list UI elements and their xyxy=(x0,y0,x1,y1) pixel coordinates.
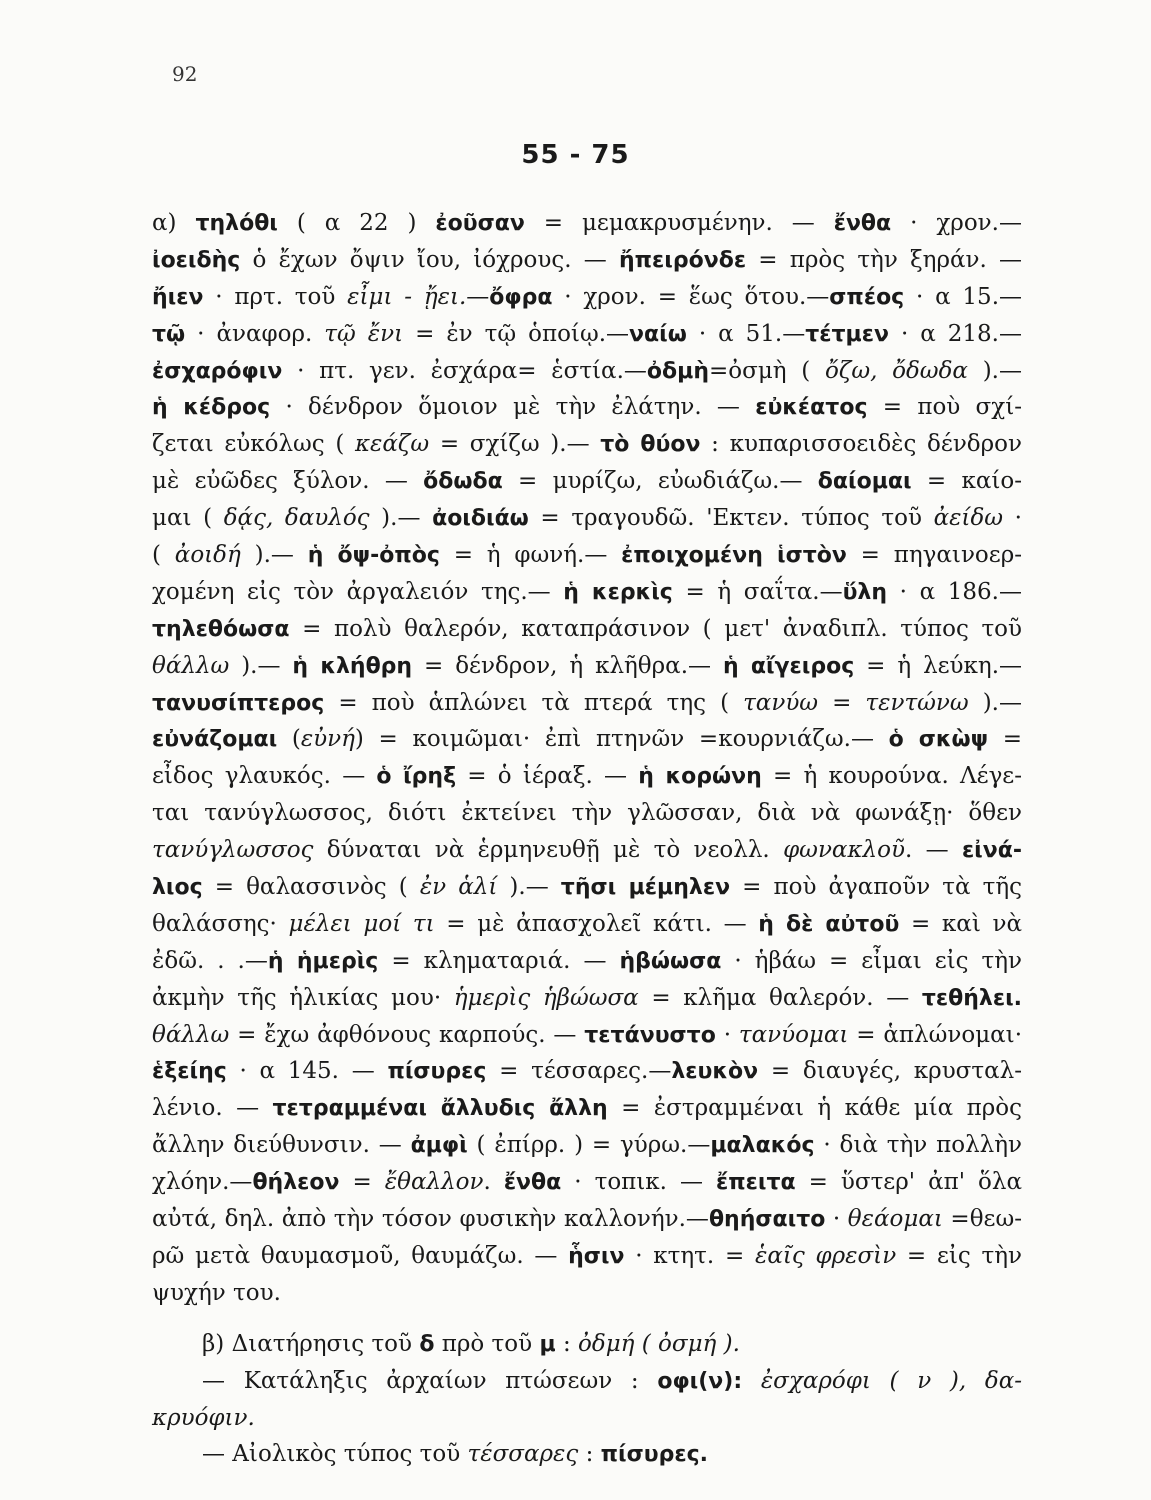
text-run: : xyxy=(555,1330,579,1357)
text-run: : κυπαρισσοειδὲς δένδρον xyxy=(700,431,1023,458)
text-run: = ἡ σαΐτα.— xyxy=(672,578,843,605)
text-line xyxy=(152,1201,1022,1238)
text-run: φωνακλοῦ xyxy=(783,837,905,864)
text-line xyxy=(152,1127,1022,1164)
text-run: · α 186.— xyxy=(887,578,1022,605)
body-text xyxy=(152,205,1022,1473)
headword: ἤπειρόνδε xyxy=(618,247,747,273)
headword: ἀοιδιάω xyxy=(432,506,529,532)
text-line xyxy=(152,1238,1022,1275)
headword: εἰνά- xyxy=(961,838,1022,864)
text-line xyxy=(152,205,1022,242)
text-run: = ἁπλώνομαι· xyxy=(848,1021,1022,1048)
text-run: λένιο. — xyxy=(152,1095,273,1122)
headword: ὄφρα xyxy=(489,284,553,310)
text-run: ὁ ἔχων ὄψιν ἴου, ἰόχρους. — xyxy=(240,246,619,273)
headword: ἔνθα xyxy=(503,1170,562,1196)
text-run: ἔθαλλον xyxy=(384,1169,484,1196)
text-run: θεάομαι xyxy=(847,1206,943,1233)
text-line xyxy=(152,648,1022,685)
headword: λευκὸν xyxy=(671,1059,759,1085)
text-run: τῷ ἔνι xyxy=(324,320,404,347)
text-line xyxy=(152,500,1022,537)
text-run: = xyxy=(818,689,866,716)
text-line xyxy=(152,279,1022,316)
headword: τετάνυστο xyxy=(584,1022,716,1048)
headword: ναίω xyxy=(629,321,687,347)
text-line xyxy=(152,943,1022,980)
text-run: = ὕστερ' ἀπ' ὅλα xyxy=(795,1169,1023,1196)
text-run: πρὸ τοῦ xyxy=(434,1330,540,1357)
text-line xyxy=(152,980,1022,1017)
text-line xyxy=(152,1400,1022,1437)
text-run: ἑαῖς φρεσὶν xyxy=(754,1242,897,1269)
text-run: = σχίζω ).— xyxy=(429,431,601,458)
text-run: δᾴς, δαυλός xyxy=(223,505,370,532)
text-run: ζεται εὐκόλως ( xyxy=(152,431,355,458)
headword: ἐσχαρόφιν xyxy=(152,358,283,384)
text-line xyxy=(152,537,1022,574)
text-run: · α 51.— xyxy=(686,320,806,347)
text-run: εἶμι - ᾔει. xyxy=(347,283,467,310)
headword: ἀμφὶ xyxy=(410,1133,468,1159)
headword: ὁ σκὼψ xyxy=(888,727,989,753)
text-run: = θαλασσινὸς ( xyxy=(202,874,420,901)
text-run: — Αἰολικὸς τύπος τοῦ xyxy=(202,1441,468,1468)
text-run: — Κατάληξις ἀρχαίων πτώσεων : xyxy=(202,1367,658,1394)
text-run: = ὁ ἱέραξ. — xyxy=(456,763,639,790)
section-heading: 55 - 75 xyxy=(521,140,630,170)
text-run: = καίο- xyxy=(911,468,1023,495)
text-run: · δένδρον ὅμοιον μὲ τὴν ἐλάτην. — xyxy=(270,394,756,421)
text-run: α) xyxy=(152,210,196,236)
text-line xyxy=(152,1017,1022,1054)
headword: θήλεον xyxy=(252,1170,340,1196)
text-line xyxy=(152,1164,1022,1201)
text-line xyxy=(152,1326,1022,1363)
headword: πίσυρες xyxy=(387,1059,487,1085)
headword: τὸ θύον xyxy=(600,432,701,458)
text-run: · πρτ. τοῦ xyxy=(203,283,348,310)
text-line xyxy=(152,1436,1022,1473)
text-run: · α 145. — xyxy=(226,1058,388,1085)
text-run: · χρον. = ἕως ὅτου.— xyxy=(552,283,830,310)
text-run: εὐνή xyxy=(300,726,355,753)
text-run: · α 15.— xyxy=(904,283,1022,310)
headword: ἰοειδὴς xyxy=(152,247,241,273)
text-run: = ἐστραμμέναι ἡ κάθε μία πρὸς xyxy=(607,1095,1022,1122)
headword: τηλόθι xyxy=(195,211,278,236)
headword: μαλακός xyxy=(710,1133,815,1159)
text-run: ( ἐπίρρ. ) = γύρω.— xyxy=(467,1132,711,1159)
headword: ἡ δὲ αὐτοῦ xyxy=(758,911,900,937)
text-run: τανύγλωσσος xyxy=(152,837,314,864)
text-run: τανύομαι xyxy=(738,1021,849,1048)
text-run: ἀκμὴν τῆς ἡλικίας μου· xyxy=(152,984,454,1011)
text-run: =ὀσμὴ ( xyxy=(709,357,825,384)
text-line xyxy=(152,1053,1022,1090)
text-run: = ἡ κουρούνα. Λέγε- xyxy=(761,763,1022,790)
text-run: · ἀναφορ. xyxy=(185,320,325,347)
headword: δ xyxy=(419,1331,435,1357)
headword: δαίομαι xyxy=(817,469,912,495)
headword: ὕλη xyxy=(842,579,888,605)
text-run: . xyxy=(483,1169,504,1196)
text-run: = κληματαριά. — xyxy=(378,947,620,974)
text-line xyxy=(152,685,1022,722)
text-line xyxy=(152,1363,1022,1400)
text-run: =θεω- xyxy=(942,1206,1022,1233)
text-run: κεάζω xyxy=(354,431,430,458)
headword: ἡ κέδρος xyxy=(152,395,271,421)
text-run: μέλει μοί τι xyxy=(288,910,435,937)
text-run: = ἡ φωνή.— xyxy=(439,542,622,569)
text-run: ).— xyxy=(968,689,1022,716)
text-run: = εἰς τὴν xyxy=(896,1242,1022,1269)
text-line xyxy=(152,832,1022,869)
text-run: ψυχήν του. xyxy=(152,1279,281,1306)
headword: τηλεθόωσα xyxy=(152,616,290,642)
headword: ἡ κορώνη xyxy=(638,764,762,790)
headword: τανυσίπτερος xyxy=(152,690,325,716)
text-line xyxy=(152,869,1022,906)
text-line xyxy=(152,795,1022,832)
headword: τεθήλει. xyxy=(921,985,1023,1011)
text-run: τανύω xyxy=(743,689,819,716)
text-run: ).— xyxy=(369,505,433,532)
text-run: ).— xyxy=(497,874,561,901)
text-run: τέσσαρες xyxy=(467,1441,579,1468)
text-run: = κλῆμα θαλερόν. — xyxy=(638,984,922,1011)
text-run: κρυόφιν. xyxy=(152,1404,255,1431)
headword: ἡβώωσα xyxy=(619,948,722,974)
headword: ἤιεν xyxy=(152,284,204,310)
text-run: · πτ. γεν. ἐσχάρα= ἑστία.— xyxy=(282,357,647,384)
text-run: ).— xyxy=(229,652,293,679)
text-line xyxy=(152,611,1022,648)
headword: ἔπειτα xyxy=(716,1170,796,1196)
headword: οφι(ν): xyxy=(657,1368,743,1394)
text-run: = μεμακρυσμένην. — xyxy=(524,210,834,236)
text-run: ( α 22 ) xyxy=(277,210,436,236)
headword: τῷ xyxy=(152,321,186,347)
text-run: θάλλω xyxy=(152,1021,230,1048)
text-line xyxy=(152,906,1022,943)
text-run: μὲ εὐῶδες ξύλον. — xyxy=(152,468,424,495)
text-line xyxy=(152,316,1022,353)
text-run: = ἡ λεύκη.— xyxy=(854,652,1023,679)
text-line xyxy=(152,721,1022,758)
text-line xyxy=(152,758,1022,795)
headword: ἑξείης xyxy=(152,1059,227,1085)
text-line xyxy=(152,574,1022,611)
text-run: · xyxy=(1003,505,1022,532)
text-run: ) = κοιμῶμαι· ἐπὶ πτηνῶν =κουρνιάζω.— xyxy=(354,726,889,753)
headword: ἡ κλήθρη xyxy=(292,653,413,679)
text-run: · χρον.— xyxy=(891,210,1022,236)
text-run: ἐδῶ. . .— xyxy=(152,947,268,974)
text-run: θαλάσσης· xyxy=(152,910,289,937)
text-run: χλόην.— xyxy=(152,1169,253,1196)
text-run: αὐτά, δηλ. ἀπὸ τὴν τόσον φυσικὴν καλλονήν.— xyxy=(152,1206,709,1233)
text-line xyxy=(152,1275,1022,1312)
text-run: = ποὺ ἀγαποῦν τὰ τῆς xyxy=(730,874,1023,901)
text-run: ( xyxy=(152,542,175,569)
headword: ἐποιχομένη ἱστὸν xyxy=(621,543,847,569)
text-run: τεντώνω xyxy=(865,689,969,716)
page-number: 92 xyxy=(172,62,198,86)
text-line xyxy=(152,1090,1022,1127)
headword: τῆσι μέμηλεν xyxy=(560,875,731,901)
text-run: · ἡβάω = εἶμαι εἰς τὴν xyxy=(721,947,1023,974)
text-run: ὀδμή ( ὀσμή ). xyxy=(578,1330,740,1357)
headword: ἡ ἡμερὶς xyxy=(267,948,379,974)
text-run: — xyxy=(466,283,490,310)
headword: εὐκέατος xyxy=(755,395,868,421)
text-line xyxy=(152,242,1022,279)
text-run: = δένδρον, ἡ κλῆθρα.— xyxy=(412,652,723,679)
text-run: · α 218.— xyxy=(888,320,1022,347)
headword: πίσυρες. xyxy=(600,1442,709,1468)
text-run: = xyxy=(339,1169,385,1196)
text-run: : xyxy=(578,1441,601,1468)
text-line xyxy=(152,426,1022,463)
text-run: = τέσσαρες.— xyxy=(486,1058,672,1085)
text-run xyxy=(742,1368,761,1394)
text-line xyxy=(152,463,1022,500)
headword: τετραμμέναι ἄλλυδις ἄλλη xyxy=(272,1096,608,1122)
text-run: ἐσχαρόφι ( ν ), δα- xyxy=(760,1367,1023,1394)
headword: ἡ ὄψ-ὀπὸς xyxy=(307,543,440,569)
headword: ὁ ἴρηξ xyxy=(376,764,457,790)
text-run: ἀοιδή xyxy=(174,542,241,569)
text-run: θάλλω xyxy=(152,652,230,679)
text-run: = πρὸς τὴν ξηράν. — xyxy=(746,246,1022,273)
text-run: · τοπικ. — xyxy=(561,1169,716,1196)
text-run: ρῶ μετὰ θαυμασμοῦ, θαυμάζω. — xyxy=(152,1242,569,1269)
headword: ἔνθα xyxy=(833,211,892,236)
text-run: = πολὺ θαλερόν, καταπράσινον ( μετ' ἀναδιπλ. τύπος τοῦ xyxy=(289,615,1022,642)
text-run: = μὲ ἀπασχολεῖ κάτι. — xyxy=(434,910,759,937)
headword: ἡ αἴγειρος xyxy=(722,653,855,679)
text-line xyxy=(152,389,1022,426)
headword: ἧσιν xyxy=(568,1243,625,1269)
text-run: = μυρίζω, εὐωδιάζω.— xyxy=(502,468,818,495)
headword: ἡ κερκὶς xyxy=(563,579,673,605)
text-run: β) Διατήρησις τοῦ xyxy=(202,1330,420,1357)
text-run: ἀείδω xyxy=(933,505,1004,532)
headword: ἐοῦσαν xyxy=(435,211,525,236)
headword: λιος xyxy=(152,875,203,901)
text-run: = xyxy=(988,726,1022,753)
text-run: ἄλλην διεύθυνσιν. — xyxy=(152,1132,411,1159)
headword: μ xyxy=(539,1331,556,1357)
text-run: ται τανύγλωσσος, διότι ἐκτείνει τὴν γλῶσσαν, διὰ νὰ φωνάξῃ· ὅθεν xyxy=(152,800,1022,827)
headword: εὐνάζομαι xyxy=(152,727,278,753)
text-run: = ποὺ σχί- xyxy=(867,394,1022,421)
text-run: · xyxy=(825,1206,848,1233)
text-run: = πηγαινοερ- xyxy=(846,542,1022,569)
text-run: ( xyxy=(277,726,301,753)
text-run: = τραγουδῶ. 'Εκτεν. τύπος τοῦ xyxy=(528,505,934,532)
text-run: = ἐν τῷ ὁποίῳ.— xyxy=(403,320,630,347)
text-run: ἡμερὶς ἡβώωσα xyxy=(453,984,639,1011)
headword: ὀδμὴ xyxy=(646,358,709,384)
text-run: = καὶ νὰ xyxy=(899,910,1023,937)
text-run: μαι ( xyxy=(152,505,224,532)
text-run: = ποὺ ἁπλώνει τὰ πτερά της ( xyxy=(324,689,744,716)
text-run: = ἔχω ἀφθόνους καρπούς. — xyxy=(229,1021,585,1048)
text-run: · xyxy=(715,1021,739,1048)
text-run: δύναται νὰ ἑρμηνευθῇ μὲ τὸ νεολλ. xyxy=(313,837,784,864)
text-run: ).— xyxy=(967,357,1022,384)
text-run: εἶδος γλαυκός. — xyxy=(152,763,377,790)
text-run: · κτητ. = xyxy=(624,1242,755,1269)
headword: θηήσαιτο xyxy=(708,1207,826,1233)
text-run: ).— xyxy=(240,542,308,569)
text-run: χομένη εἰς τὸν ἀργαλειόν της.— xyxy=(152,578,564,605)
text-run: ὄζω, ὄδωδα xyxy=(825,357,968,384)
text-run: = διαυγές, κρυσταλ- xyxy=(758,1058,1022,1085)
headword: ὄδωδα xyxy=(423,469,503,495)
text-run: ἐν ἁλί xyxy=(419,874,498,901)
text-run: · διὰ τὴν πολλὴν xyxy=(814,1132,1022,1159)
headword: σπέος xyxy=(829,284,905,310)
text-run: . — xyxy=(904,837,962,864)
text-line xyxy=(152,353,1022,390)
headword: τέτμεν xyxy=(805,321,889,347)
